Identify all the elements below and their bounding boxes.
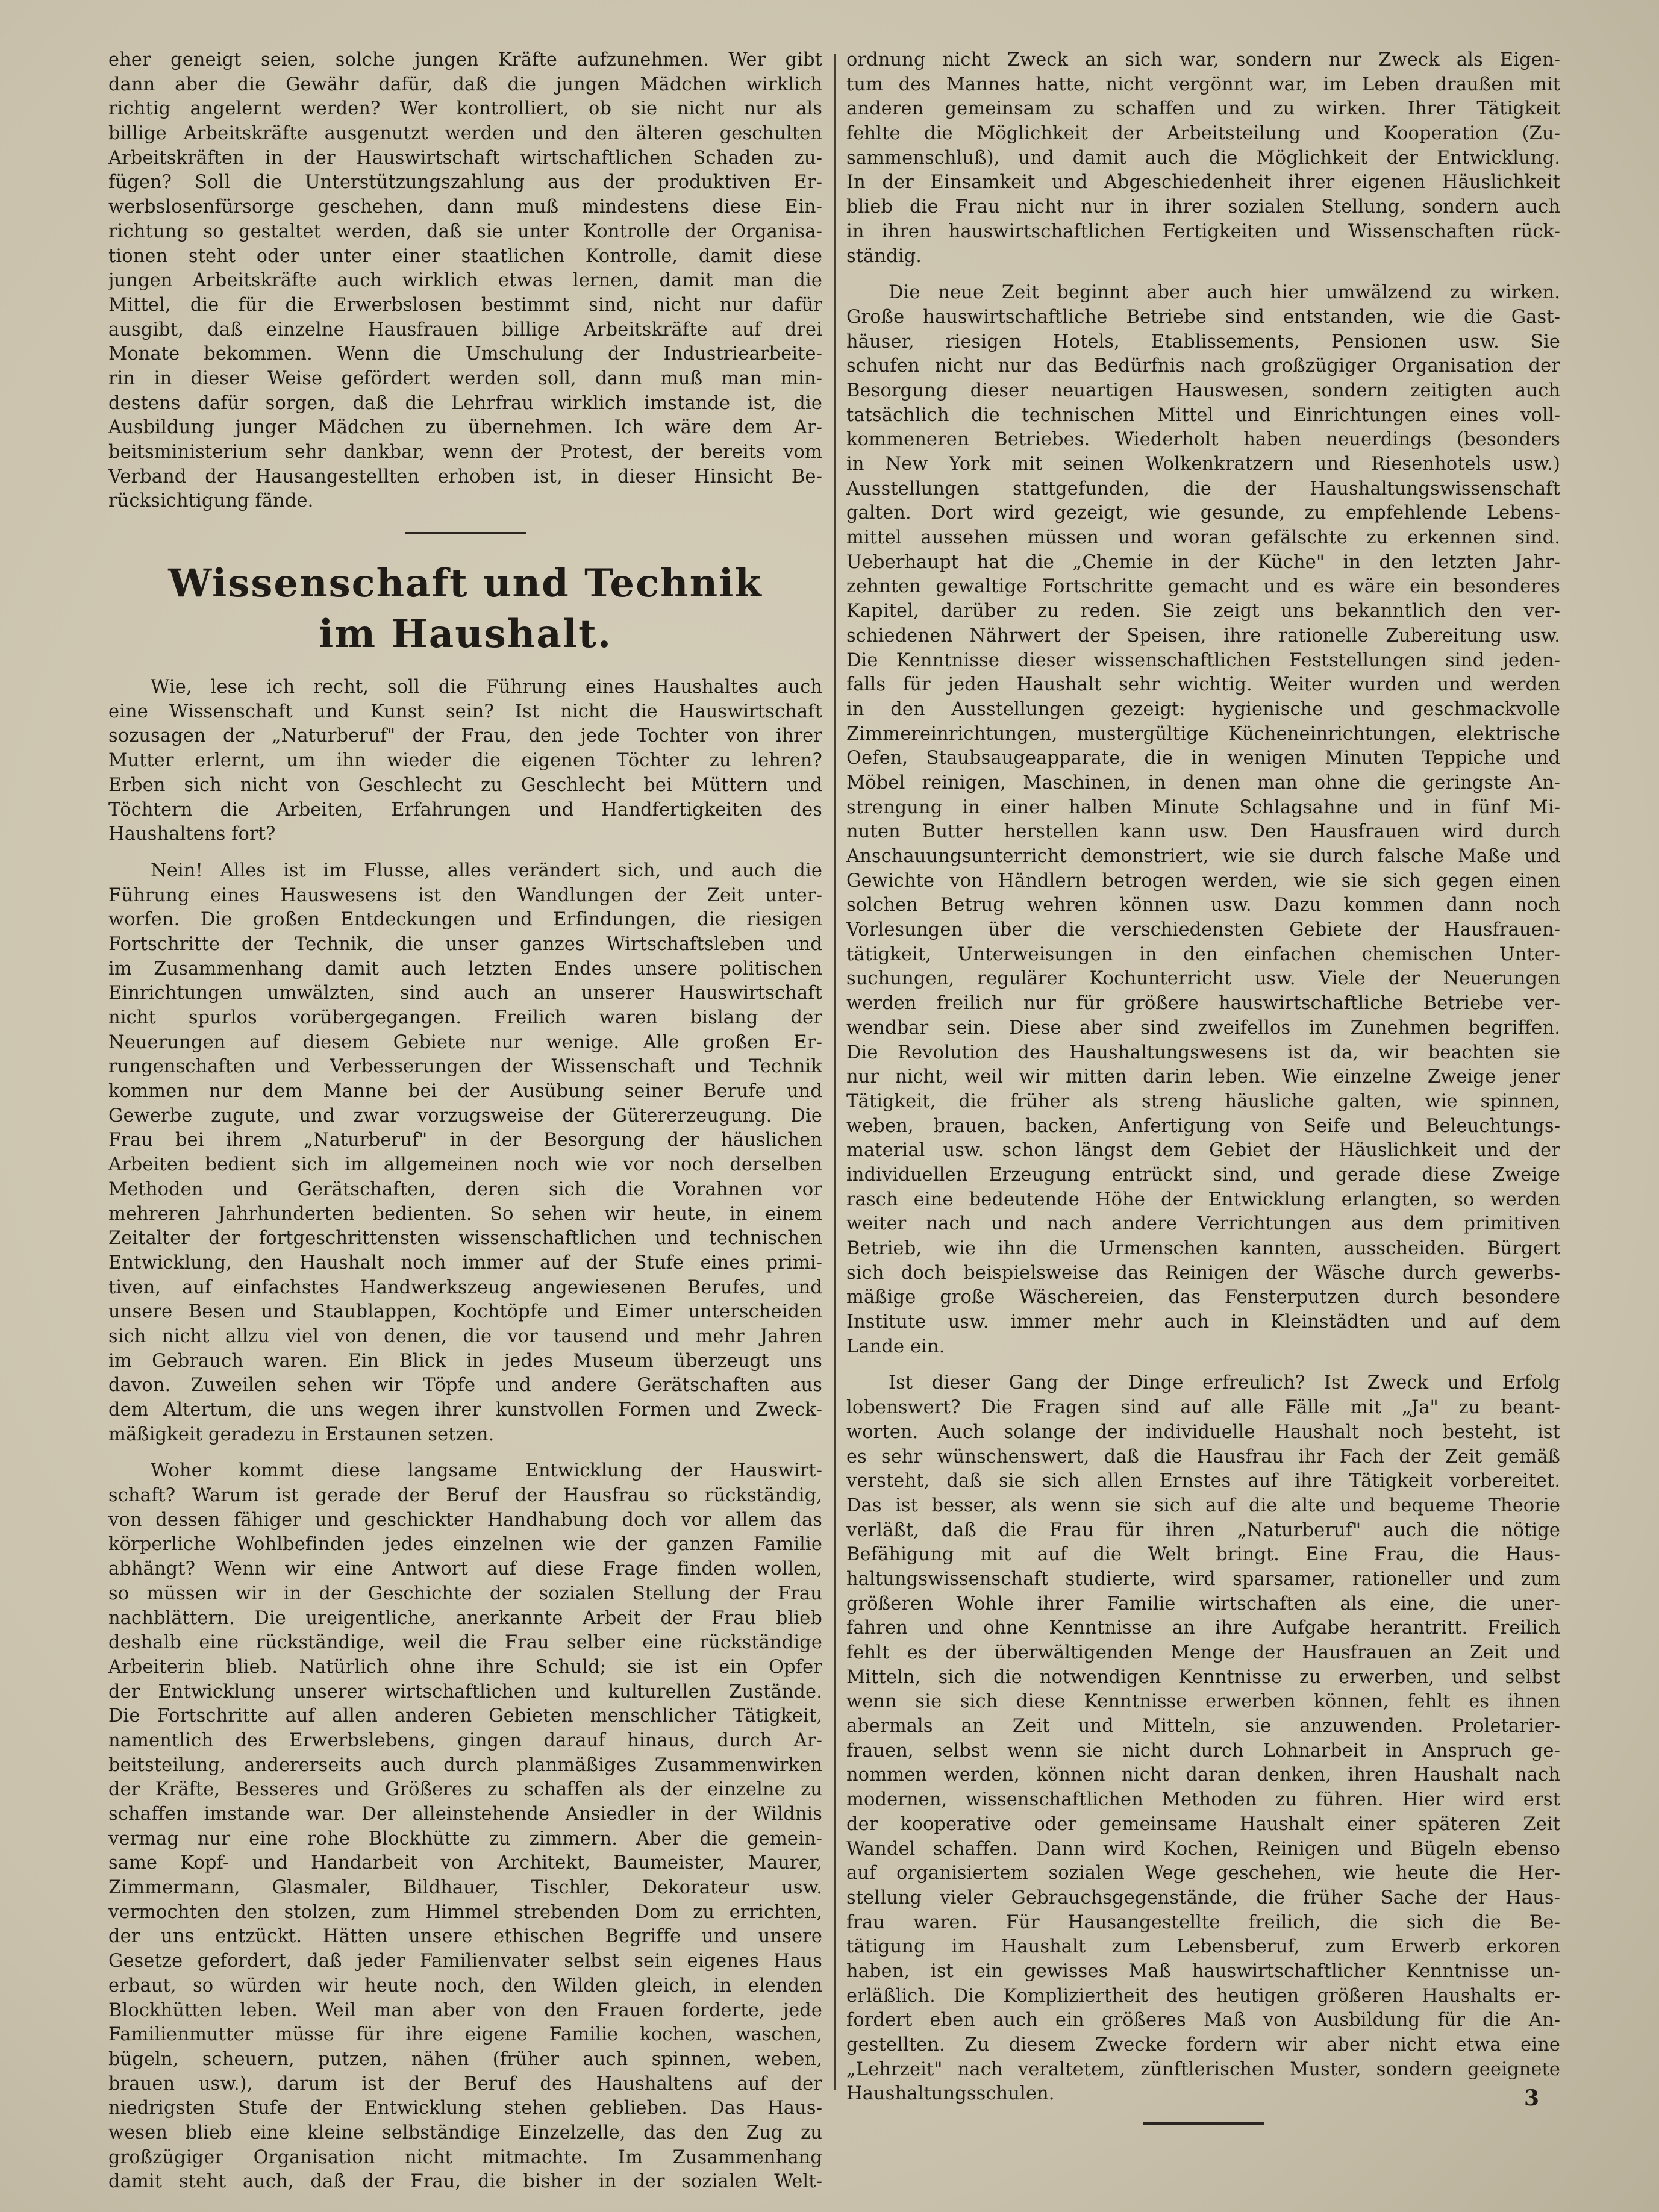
text-line: Arbeiterin blieb. Natürlich ohne ihre Schuld; sie ist ein Opfer (108, 1656, 822, 1678)
text-line: rungenschaften und Verbesserungen der Wissenschaft und Technik (108, 1056, 822, 1078)
text-line: Führung eines Hauswesens ist den Wandlungen der Zeit unter- (108, 884, 822, 906)
text-line: richtig angelernt werden? Wer kontrolliert, ob sie nicht nur als (108, 98, 822, 120)
text-line: haltungswissenschaft studierte, wird sparsamer, rationeller und zum (846, 1568, 1560, 1590)
text-line: schaft? Warum ist gerade der Beruf der Hausfrau so rückständig, (108, 1485, 822, 1507)
text-line: Zeitalter der fortgeschrittensten wissenschaftlichen und technischen (108, 1228, 822, 1249)
text-line: frau waren. Für Hausangestellte freilich, die sich die Be- (846, 1911, 1560, 1933)
text-line: Haushaltungsschulen. (846, 2083, 1055, 2105)
text-line: Möbel reinigen, Maschinen, in denen man ohne die geringste An- (846, 772, 1560, 793)
text-line: sich doch beispielsweise das Reinigen der Wäsche durch gewerbs- (846, 1262, 1560, 1284)
text-line: worfen. Die großen Entdeckungen und Erfindungen, die riesigen (108, 909, 822, 931)
text-line: nommen werden, können nicht daran denken, ihren Haushalt nach (846, 1764, 1560, 1786)
text-line: wenn sie sich diese Kenntnisse erwerben können, fehlt es ihnen (846, 1691, 1560, 1713)
text-line: galten. Dort wird gezeigt, wie gesunde, zu empfehlende Lebens- (846, 502, 1560, 524)
text-line: beitsministerium sehr dankbar, wenn der Protest, der bereits vom (108, 442, 822, 463)
article-headline (108, 558, 822, 660)
text-line: mäßige große Wäschereien, das Fensterputzen durch besondere (846, 1287, 1560, 1308)
article-body-left (108, 675, 822, 2195)
text-line: davon. Zuweilen sehen wir Töpfe und andere Gerätschaften aus (108, 1375, 822, 1396)
text-line: anderen gemeinsam zu schaffen und zu wirken. Ihrer Tätigkeit (846, 98, 1560, 120)
text-line: Gesetze gefordert, daß jeder Familienvater selbst sein eigenes Haus (108, 1951, 822, 1972)
text-line: Woher kommt diese langsame Entwicklung der Hauswirt- (151, 1460, 822, 1482)
text-line: kommeneren Betriebes. Wiederholt haben neuerdings (besonders (846, 429, 1560, 451)
paragraph-gap (846, 1359, 1560, 1371)
text-line: In der Einsamkeit und Abgeschiedenheit ihrer eigenen Häuslichkeit (846, 172, 1560, 193)
text-line: same Kopf- und Handarbeit von Architekt, Baumeister, Maurer, (108, 1852, 822, 1874)
text-line: rin in dieser Weise gefördert werden soll, dann muß man min- (108, 367, 822, 389)
text-line: Nein! Alles ist im Flusse, alles verändert sich, und auch die (151, 860, 822, 881)
text-line: falls für jeden Haushalt sehr wichtig. Weiter wurden und werden (846, 674, 1560, 696)
text-line: Lande ein. (846, 1336, 945, 1357)
text-line: ständig. (846, 245, 922, 267)
left-column (108, 48, 822, 2195)
text-line: Arbeitskräften in der Hauswirtschaft wirtschaftlichen Schaden zu- (108, 147, 822, 169)
text-line: beitsteilung, andererseits auch durch planmäßiges Zusammenwirken (108, 1754, 822, 1776)
text-line: Befähigung mit auf die Welt bringt. Eine Frau, die Haus- (846, 1544, 1560, 1566)
text-line: wendbar sein. Diese aber sind zweifellos im Zunehmen begriffen. (846, 1017, 1560, 1039)
text-line: Verband der Hausangestellten erhoben ist, in dieser Hinsicht Be- (108, 466, 822, 487)
text-line: brauen usw.), darum ist der Beruf des Haushaltens auf der (108, 2073, 822, 2095)
text-line: abhängt? Wenn wir eine Antwort auf diese Frage finden wollen, (108, 1558, 822, 1580)
text-line: Oefen, Staubsaugeapparate, die in wenigen Minuten Teppiche und (846, 748, 1560, 769)
headline-line-1: Wissenschaft und Technik (168, 561, 763, 607)
text-line: erbaut, so würden wir heute noch, den Wilden gleich, in elenden (108, 1975, 822, 1996)
text-line: rasch eine bedeutende Höhe der Entwicklung erlangten, so werden (846, 1189, 1560, 1210)
text-line: blieb die Frau nicht nur in ihrer sozialen Stellung, sondern auch (846, 196, 1560, 218)
text-line: der kooperative oder gemeinsame Haushalt einer späteren Zeit (846, 1813, 1560, 1835)
text-line: tatsächlich die technischen Mittel und Einrichtungen eines voll- (846, 404, 1560, 426)
text-line: der uns entzückt. Hätten unsere ethischen Begriffe und unsere (108, 1926, 822, 1948)
text-line: „Lehrzeit" nach veraltetem, zünftlerischen Muster, sondern geeignete (846, 2058, 1560, 2080)
text-line: Entwicklung, den Haushalt noch immer auf der Stufe eines primi- (108, 1252, 822, 1273)
text-line: Das ist besser, als wenn sie sich auf die alte und bequeme Theorie (846, 1495, 1560, 1516)
text-line: Töchtern die Arbeiten, Erfahrungen und Handfertigkeiten des (108, 799, 822, 820)
text-line: sammenschluß), und damit auch die Möglichkeit der Entwicklung. (846, 147, 1560, 169)
text-line: Mitteln, sich die notwendigen Kenntnisse zu erwerben, und selbst (846, 1666, 1560, 1688)
text-line: Frau bei ihrem „Naturberuf" in der Besorgung der häuslichen (108, 1129, 822, 1151)
text-line: richtung so gestaltet werden, daß sie unter Kontrolle der Organisa- (108, 220, 822, 242)
text-line: auf organisiertem sozialen Wege geschehen, wie heute die Her- (846, 1863, 1560, 1884)
text-line: der Entwicklung unserer wirtschaftlichen und kulturellen Zustände. (108, 1681, 822, 1702)
text-line: im Gebrauch waren. Ein Blick in jedes Museum überzeugt uns (108, 1350, 822, 1372)
text-line: im Zusammenhang damit auch letzten Endes unsere politischen (108, 958, 822, 979)
text-line: fordert eben auch ein größeres Maß von Ausbildung für die An- (846, 2010, 1560, 2031)
intro-paragraph (108, 48, 822, 514)
text-line: wesen blieb eine kleine selbständige Einzelzelle, das den Zug zu (108, 2122, 822, 2143)
end-separator (1143, 2122, 1264, 2125)
text-line: eher geneigt seien, solche jungen Kräfte aufzunehmen. Wer gibt (108, 49, 822, 70)
text-line: stellung vieler Gebrauchsgegenstände, die früher Sache der Haus- (846, 1887, 1560, 1908)
text-line: Tätigkeit, die früher als streng häusliche galten, wie spinnen, (846, 1090, 1560, 1112)
text-line: tionen steht oder unter einer staatlichen Kontrolle, damit diese (108, 245, 822, 267)
text-line: fahren und ohne Kenntnisse an ihre Aufgabe herantritt. Freilich (846, 1617, 1560, 1639)
text-line: suchungen, regulärer Kochunterricht usw. Viele der Neuerungen (846, 968, 1560, 990)
text-line: niedrigsten Stufe der Entwicklung stehen geblieben. Das Haus- (108, 2098, 822, 2119)
headline-line-2: im Haushalt. (319, 611, 612, 657)
text-line: Anschauungsunterricht demonstriert, wie sie durch falsche Maße und (846, 846, 1560, 867)
text-line: material usw. schon längst dem Gebiet der Häuslichkeit und der (846, 1140, 1560, 1161)
text-line: frauen, selbst wenn sie nicht durch Lohnarbeit in Anspruch ge- (846, 1740, 1560, 1761)
text-line: Vorlesungen über die verschiedensten Gebiete der Hausfrauen- (846, 919, 1560, 941)
text-line: so müssen wir in der Geschichte der sozialen Stellung der Frau (108, 1582, 822, 1604)
text-line: nicht spurlos vorübergegangen. Freilich waren bislang der (108, 1007, 822, 1028)
text-line: großzügiger Organisation nicht mitmachte. Im Zusammenhang (108, 2146, 822, 2168)
text-line: schiedenen Nährwert der Speisen, ihre rationelle Zubereitung usw. (846, 625, 1560, 646)
text-line: Ist dieser Gang der Dinge erfreulich? Ist Zweck und Erfolg (889, 1372, 1560, 1394)
text-line: Zimmereinrichtungen, mustergültige Kücheneinrichtungen, elektrische (846, 723, 1560, 745)
article-body-right (846, 48, 1560, 2107)
text-line: Zimmermann, Glasmaler, Bildhauer, Tischler, Dekorateur usw. (108, 1877, 822, 1899)
text-line: versteht, daß sie sich allen Ernstes auf ihre Tätigkeit vorbereitet. (846, 1470, 1560, 1492)
text-line: mehreren Jahrhunderten bedienten. So sehen wir heute, in einem (108, 1203, 822, 1225)
text-line: individuellen Erzeugung entrückt sind, und gerade diese Zweige (846, 1164, 1560, 1186)
paragraph-gap (846, 269, 1560, 281)
paragraph-gap (108, 847, 822, 859)
text-line: fügen? Soll die Unterstützungszahlung aus der produktiven Er- (108, 172, 822, 193)
text-line: größeren Wohle ihrer Familie wirtschaften als eine, die uner- (846, 1593, 1560, 1614)
text-line: Ueberhaupt hat die „Chemie in der Küche" in den letzten Jahr- (846, 551, 1560, 573)
text-line: Haushaltens fort? (108, 823, 276, 845)
text-line: Besorgung dieser neuartigen Hauswesen, sondern zeitigten auch (846, 380, 1560, 401)
text-line: fehlte die Möglichkeit der Arbeitsteilung und Kooperation (Zu- (846, 123, 1560, 145)
text-line: Mittel, die für die Erwerbslosen bestimmt sind, nicht nur dafür (108, 294, 822, 316)
text-line: in ihren hauswirtschaftlichen Fertigkeiten und Wissenschaften rück- (846, 220, 1560, 242)
text-line: ordnung nicht Zweck an sich war, sondern nur Zweck als Eigen- (846, 49, 1560, 70)
text-line: Gewerbe zugute, und zwar vorzugsweise der Gütererzeugung. Die (108, 1105, 822, 1126)
paragraph-gap (108, 1447, 822, 1459)
text-line: tiven, auf einfachstes Handwerkszeug angewiesenen Berufes, und (108, 1276, 822, 1298)
text-line: modernen, wissenschaftlichen Methoden zu führen. Hier wird erst (846, 1789, 1560, 1811)
text-line: Betrieb, wie ihn die Urmenschen kannten, ausscheiden. Bürgert (846, 1238, 1560, 1259)
text-line: Mutter erlernt, um ihn wieder die eigenen Töchter zu lehren? (108, 750, 822, 772)
text-line: eine Wissenschaft und Kunst sein? Ist nicht die Hauswirtschaft (108, 701, 822, 722)
text-line: Gewichte von Händlern betrogen werden, wie sie sich gegen einen (846, 870, 1560, 892)
text-line: von dessen fähiger und geschickter Handhabung doch vor allem das (108, 1509, 822, 1531)
right-column (846, 48, 1560, 2149)
text-line: gestellten. Zu diesem Zwecke fordern wir aber nicht etwa eine (846, 2034, 1560, 2055)
text-line: abermals an Zeit und Mitteln, sie anzuwenden. Proletarier- (846, 1716, 1560, 1737)
text-line: tätigkeit, Unterweisungen in den einfachen chemischen Unter- (846, 943, 1560, 965)
text-line: Fortschritte der Technik, die unser ganzes Wirtschaftsleben und (108, 933, 822, 955)
text-line: der Kräfte, Besseres und Größeres zu schaffen als der einzelne zu (108, 1779, 822, 1801)
text-line: unsere Besen und Staublappen, Kochtöpfe und Eimer unterscheiden (108, 1301, 822, 1323)
text-line: dann aber die Gewähr dafür, daß die jungen Mädchen wirklich (108, 73, 822, 95)
text-line: schufen nicht nur das Bedürfnis nach großzügiger Organisation der (846, 355, 1560, 377)
text-line: Blockhütten leben. Weil man aber von den Frauen forderte, jede (108, 1999, 822, 2021)
text-line: Große hauswirtschaftliche Betriebe sind entstanden, wie die Gast- (846, 306, 1560, 328)
text-line: rücksichtigung fände. (108, 490, 314, 512)
text-line: Die Revolution des Haushaltungswesens ist da, wir beachten sie (846, 1042, 1560, 1063)
text-line: mittel aussehen müssen und woran gefälschte zu erkennen sind. (846, 527, 1560, 549)
text-line: mäßigkeit geradezu in Erstaunen setzen. (108, 1423, 495, 1445)
text-line: dem Altertum, die uns wegen ihrer kunstvollen Formen und Zweck- (108, 1399, 822, 1420)
text-line: werbslosenfürsorge geschehen, dann muß mindestens diese Ein- (108, 196, 822, 218)
text-line: tum des Mannes hatte, nicht vergönnt war, im Leben draußen mit (846, 73, 1560, 95)
text-line: bügeln, scheuern, putzen, nähen (früher auch spinnen, weben, (108, 2048, 822, 2070)
text-line: verläßt, daß die Frau für ihren „Naturberuf" auch die nötige (846, 1519, 1560, 1541)
text-line: tätigung im Haushalt zum Lebensberuf, zum Erwerb erkoren (846, 1936, 1560, 1958)
text-line: Ausstellungen stattgefunden, die der Haushaltungswissenschaft (846, 478, 1560, 499)
text-line: Institute usw. immer mehr auch in Kleinstädten und auf dem (846, 1311, 1560, 1333)
text-line: namentlich des Erwerbslebens, gingen darauf hinaus, durch Ar- (108, 1729, 822, 1751)
text-line: nuten Butter herstellen kann usw. Den Hausfrauen wird durch (846, 821, 1560, 843)
text-line: Ausbildung junger Mädchen zu übernehmen. Ich wäre dem Ar- (108, 417, 822, 439)
text-line: strengung in einer halben Minute Schlagsahne und in fünf Mi- (846, 796, 1560, 818)
text-line: Die Kenntnisse dieser wissenschaftlichen Feststellungen sind jeden- (846, 649, 1560, 671)
text-line: häuser, riesigen Hotels, Etablissements, Pensionen usw. Sie (846, 331, 1560, 352)
text-line: Wie, lese ich recht, soll die Führung eines Haushaltes auch (151, 676, 822, 698)
text-line: schaffen imstande war. Der alleinstehende Ansiedler in der Wildnis (108, 1804, 822, 1825)
text-line: Die Fortschritte auf allen anderen Gebieten menschlicher Tätigkeit, (108, 1705, 822, 1727)
text-line: nur nicht, weil wir mitten darin leben. Wie einzelne Zweige jener (846, 1066, 1560, 1088)
text-line: Neuerungen auf diesem Gebiete nur wenige. Alle großen Er- (108, 1031, 822, 1053)
text-line: Kapitel, darüber zu reden. Sie zeigt uns bekanntlich den ver- (846, 601, 1560, 622)
text-line: Arbeiten bedient sich im allgemeinen noch wie vor noch derselben (108, 1154, 822, 1176)
text-line: sozusagen der „Naturberuf" der Frau, den jede Tochter von ihrer (108, 725, 822, 747)
section-separator (405, 532, 526, 534)
text-line: worten. Auch solange der individuelle Haushalt noch besteht, ist (846, 1421, 1560, 1443)
text-line: lobenswert? Die Fragen sind auf alle Fälle mit „Ja" zu beant- (846, 1397, 1560, 1419)
text-line: nachblättern. Die ureigentliche, anerkannte Arbeit der Frau blieb (108, 1607, 822, 1629)
text-line: zehnten gewaltige Fortschritte gemacht und es wäre ein besonderes (846, 576, 1560, 598)
text-line: körperliche Wohlbefinden jedes einzelnen wie der ganzen Familie (108, 1534, 822, 1555)
text-line: vermag nur eine rohe Blockhütte zu zimmern. Aber die gemein- (108, 1828, 822, 1849)
text-line: sich nicht allzu viel von denen, die vor tausend und mehr Jahren (108, 1325, 822, 1347)
text-line: fehlt es der überwältigenden Menge der Hausfrauen an Zeit und (846, 1642, 1560, 1663)
column-divider (834, 54, 836, 2090)
text-line: billige Arbeitskräfte ausgenutzt werden und den älteren geschulten (108, 123, 822, 145)
text-line: haben, ist ein gewisses Maß hauswirtschaftlicher Kenntnisse un- (846, 1960, 1560, 1982)
text-line: erläßlich. Die Kompliziertheit des heutigen größeren Haushalts er- (846, 1985, 1560, 2007)
text-line: Methoden und Gerätschaften, deren sich die Vorahnen vor (108, 1178, 822, 1200)
text-line: kommen nur dem Manne bei der Ausübung seiner Berufe und (108, 1081, 822, 1102)
text-line: jungen Arbeitskräfte auch wirklich etwas lernen, damit man die (108, 270, 822, 292)
text-line: solchen Betrug wehren können usw. Dazu kommen dann noch (846, 895, 1560, 916)
text-line: Monate bekommen. Wenn die Umschulung der Industriearbeite- (108, 343, 822, 365)
text-line: Familienmutter müsse für ihre eigene Familie kochen, waschen, (108, 2024, 822, 2046)
text-line: damit steht auch, daß der Frau, die bisher in der sozialen Welt- (108, 2171, 822, 2193)
text-line: werden freilich nur für größere hauswirtschaftliche Betriebe ver- (846, 993, 1560, 1014)
text-line: ausgibt, daß einzelne Hausfrauen billige Arbeitskräfte auf drei (108, 319, 822, 340)
page-number: 3 (1524, 2085, 1540, 2111)
text-line: destens dafür sorgen, daß die Lehrfrau wirklich imstande ist, die (108, 392, 822, 414)
text-line: weben, brauen, backen, Anfertigung von Seife und Beleuchtungs- (846, 1115, 1560, 1137)
text-line: vermochten den stolzen, zum Himmel strebenden Dom zu errichten, (108, 1901, 822, 1923)
text-line: Wandel schaffen. Dann wird Kochen, Reinigen und Bügeln ebenso (846, 1838, 1560, 1860)
text-line: Die neue Zeit beginnt aber auch hier umwälzend zu wirken. (889, 282, 1560, 304)
text-line: deshalb eine rückständige, weil die Frau selber eine rückständige (108, 1632, 822, 1654)
text-line: es sehr wünschenswert, daß die Hausfrau ihr Fach der Zeit gemäß (846, 1446, 1560, 1467)
text-line: Einrichtungen umwälzten, sind auch an unserer Hauswirtschaft (108, 983, 822, 1004)
text-line: Erben sich nicht von Geschlecht zu Geschlecht bei Müttern und (108, 774, 822, 796)
text-line: weiter nach und nach andere Verrichtungen aus dem primitiven (846, 1213, 1560, 1235)
text-line: in New York mit seinen Wolkenkratzern und Riesenhotels usw.) (846, 454, 1560, 475)
text-line: in den Ausstellungen gezeigt: hygienische und geschmackvolle (846, 698, 1560, 720)
